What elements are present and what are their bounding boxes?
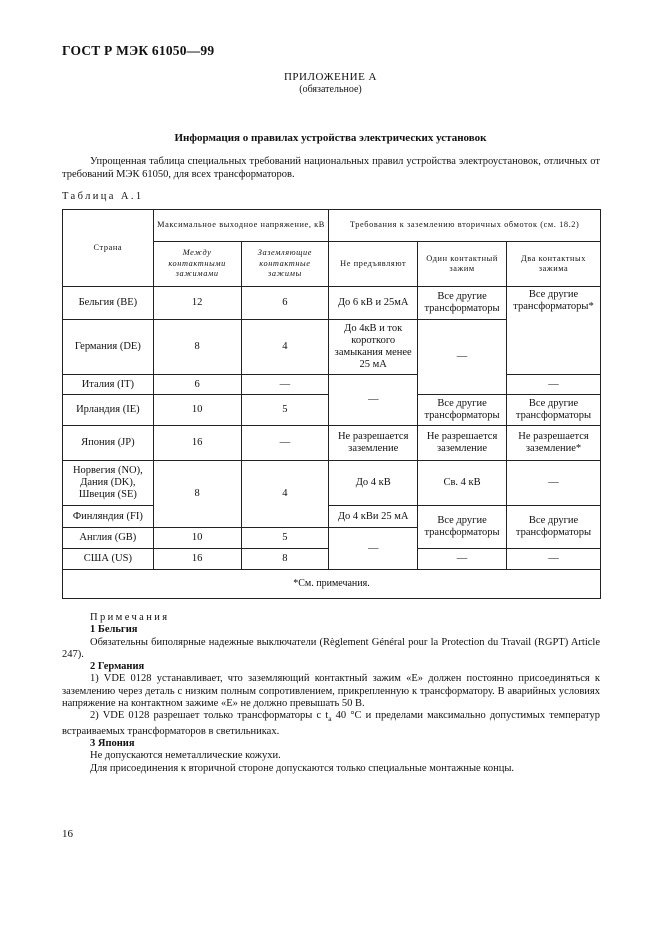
country-cell: Бельгия (BE) [63, 287, 154, 320]
header-one-terminal: Один контактный зажим [418, 242, 507, 287]
requirements-table [62, 209, 601, 599]
value-cell: 12 [153, 287, 241, 320]
requirement-cell: — [329, 375, 418, 426]
requirement-cell: — [329, 528, 418, 570]
header-country: Страна [63, 210, 154, 287]
requirement-cell: Все другие трансформаторы [507, 506, 601, 549]
requirement-cell: Не разрешается заземление* [507, 426, 601, 461]
table-caption: Таблица А.1 [62, 191, 144, 202]
requirement-cell: — [418, 320, 507, 395]
value-cell: — [241, 426, 329, 461]
requirement-cell: До 4кВ и ток короткого замыкания менее 25 мА [329, 320, 418, 375]
note-2-paragraph-1: 1) VDE 0128 устанавливает, что заземляющий контактный зажим «Е» должен постоянно присоединяться к заземлению через деталь с низким полным сопротивлением, прикрепленную к трансформатору. В аварийных условиях напряжение на контактном зажиме «Е» не должно превышать 50 В. [62, 673, 600, 710]
requirement-cell: До 6 кВ и 25мА [329, 287, 418, 320]
requirement-cell: Не разрешается заземление [418, 426, 507, 461]
value-cell: 16 [153, 426, 241, 461]
table-row [63, 287, 601, 320]
value-cell: 8 [153, 461, 241, 528]
notes-section [62, 612, 600, 775]
section-title: Информация о правилах устройства электрических установок [174, 132, 487, 144]
country-cell: Норвегия (NO), Дания (DK), Швеция (SE) [63, 461, 154, 506]
appendix-title: ПРИЛОЖЕНИЕ А [283, 71, 377, 83]
requirement-cell: — [418, 549, 507, 570]
requirement-cell: — [507, 549, 601, 570]
table-footnote: *См. примечания. [63, 570, 601, 599]
note-2-p2-end: 40 °С и пределами максимально допустимых температур встраиваемых трансформаторов в светильниках. [62, 710, 601, 737]
country-cell: Ирландия (IE) [63, 395, 154, 426]
value-cell: 4 [241, 320, 329, 375]
requirement-cell: До 4 кВ [329, 461, 418, 506]
requirement-cell: — [507, 461, 601, 506]
header-voltage: Максимальное выходное напряжение, кВ [153, 210, 329, 242]
requirement-cell: Все другие трансформаторы [507, 395, 601, 426]
value-cell: — [241, 375, 329, 395]
note-2-paragraph-2 [62, 710, 600, 738]
value-cell: 8 [153, 320, 241, 375]
intro-paragraph: Упрощенная таблица специальных требований национальных правил устройства электроустановок, отличных от требований МЭК 61050, для всех трансформаторов. [62, 156, 600, 180]
value-cell: 10 [153, 395, 241, 426]
note-1-title: 1 Бельгия [90, 624, 138, 636]
value-cell: 6 [153, 375, 241, 395]
standard-header: ГОСТ Р МЭК 61050—99 [62, 43, 215, 58]
country-cell: Англия (GB) [63, 528, 154, 549]
header-two-terminals: Два контактных зажима [507, 242, 601, 287]
requirement-cell: Все другие трансформаторы [418, 395, 507, 426]
note-3-paragraph-1: Не допускаются неметаллические кожухи. [90, 750, 281, 762]
country-cell: Италия (IT) [63, 375, 154, 395]
table-row [63, 461, 601, 506]
note-2-p2-start: 2) VDE 0128 разрешает только трансформаторы с t [90, 710, 329, 722]
table-row [63, 426, 601, 461]
value-cell: 8 [241, 549, 329, 570]
table-row [63, 375, 601, 395]
country-cell: США (US) [63, 549, 154, 570]
requirement-cell: — [507, 375, 601, 395]
page-number: 16 [62, 828, 73, 840]
requirement-cell: Не разрешается заземление [329, 426, 418, 461]
appendix-status: (обязательное) [299, 84, 362, 95]
value-cell: 16 [153, 549, 241, 570]
value-cell: 4 [241, 461, 329, 528]
table-row [63, 506, 601, 528]
header-between-terminals: Между контактными зажимами [153, 242, 241, 287]
value-cell: 6 [241, 287, 329, 320]
country-cell: Япония (JP) [63, 426, 154, 461]
value-cell: 10 [153, 528, 241, 549]
value-cell: 5 [241, 528, 329, 549]
note-1-text: Обязательны биполярные надежные выключатели (Règlement Général pour la Protection du Travail (RGPT) Article 247). [62, 636, 600, 660]
requirement-cell: Св. 4 кВ [418, 461, 507, 506]
value-cell: 5 [241, 395, 329, 426]
notes-caption: Примечания [90, 612, 170, 623]
country-cell: Германия (DE) [63, 320, 154, 375]
note-3-title: 3 Япония [90, 738, 135, 750]
requirement-cell: До 4 кВи 25 мА [329, 506, 418, 528]
header-grounding: Требования к заземлению вторичных обмоток (см. 18.2) [329, 210, 601, 242]
header-no-requirements: Не предъявляют [329, 242, 418, 287]
note-2-title: 2 Германия [90, 661, 145, 673]
requirement-cell: Все другие трансформаторы* [507, 287, 601, 375]
note-2-p2-subscript: a [328, 714, 332, 724]
country-cell: Финляндия (FI) [63, 506, 154, 528]
requirement-cell: Все другие трансформаторы [418, 287, 507, 320]
header-grounded-terminals: Заземляющие контактные зажимы [241, 242, 329, 287]
requirement-cell: Все другие трансформаторы [418, 506, 507, 549]
note-3-paragraph-2: Для присоединения к вторичной стороне допускаются только специальные монтажные концы. [90, 762, 515, 774]
